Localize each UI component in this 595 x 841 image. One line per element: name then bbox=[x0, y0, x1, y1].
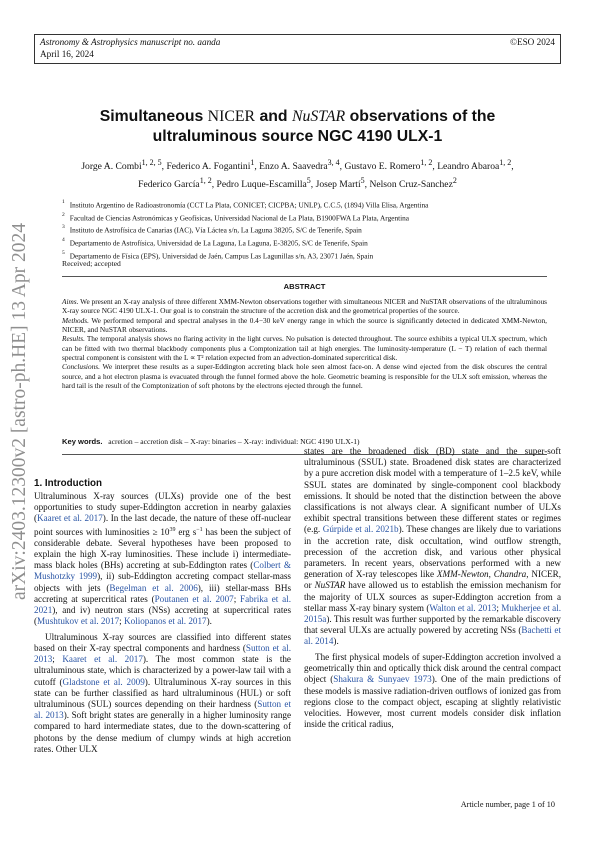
citation-link[interactable]: Kaaret et al. 2017 bbox=[62, 654, 143, 665]
title-text: and bbox=[255, 108, 292, 125]
affiliation-item: $^2$ Facultad de Ciencias Astronómicas y Geofísicas, Universidad Nacional de La Plata, B1900FWA La Plata, Argentina bbox=[62, 211, 410, 223]
citation-link[interactable]: Gúrpide et al. 2021b bbox=[322, 524, 399, 535]
citation-link[interactable]: Fabrika et al. 2021 bbox=[34, 593, 291, 616]
abstract-conclusions: Conclusions. We interpret these results as a super-Eddington accreting black hole seen almost face-on. A dense wind ejected from the disk obscures the central source, and a hot electron plasma is evacuated through the funnel formed above the hole. Geometric beaming is responsible for the ULX soft emission, whereas the hard tail is the result of the Comptonization of soft photons by the electrons ejected through the funnel. bbox=[62, 362, 547, 391]
abstract-heading: ABSTRACT bbox=[283, 282, 326, 291]
abstract-body bbox=[62, 297, 547, 390]
body-column-left bbox=[34, 491, 291, 759]
paper-title bbox=[60, 107, 535, 147]
author-list bbox=[34, 156, 561, 192]
citation-link[interactable]: Poutanen et al. 2007 bbox=[154, 593, 234, 604]
keywords-text: acretion – accretion disk – X-ray: binaries – X-ray: individual: NGC 4190 ULX-1) bbox=[108, 437, 360, 446]
abstract-aims: Aims. We present an X-ray analysis of three different XMM-Newton observations together with simultaneous NICER and NuSTAR observations of the ultraluminous X-ray source NGC 4190 ULX-1. Our goal is to constrain the structure of the accretion disk and the geometrical properties of the source. bbox=[62, 297, 547, 316]
paragraph: The first physical models of super-Eddington accretion involved a geometrically thin and optically thick disk around the central compact object (Shakura & Sunyaev 1973). One of the main predictions of these models is massive radiation-driven outflows of ionized gas from regions close to the compact object, escaping at slightly relativistic velocities. However, most current models consider disk inflation inside the critical radius, bbox=[304, 651, 561, 730]
abstract-methods: Methods. We performed temporal and spectral analyses in the 0.4−30 keV energy range in which the source is significantly detected in dedicated XMM-Newton, NICER, and NuSTAR observations. bbox=[62, 315, 547, 335]
citation-link[interactable]: Gladstone et al. 2009 bbox=[62, 676, 145, 687]
journal-name: Astronomy & Astrophysics manuscript no. aanda bbox=[40, 37, 221, 47]
keywords-label: Key words. bbox=[62, 437, 103, 446]
citation-link[interactable]: Sutton et al. 2013 bbox=[34, 699, 291, 721]
received-line: Received; accepted bbox=[62, 259, 121, 268]
title-text: NICER bbox=[207, 108, 256, 125]
affiliation-item: $^5$ Departamento de Física (EPS), Universidad de Jaén, Campus Las Lagunillas s/n, A3, 23071 Jaén, Spain bbox=[62, 249, 374, 260]
citation-link[interactable]: Walton et al. 2013 bbox=[429, 602, 497, 613]
citation-link[interactable]: Colbert & Mushotzky 1999 bbox=[34, 560, 291, 582]
authors-line-1: Jorge A. Combi$^{1, 2, 5}$, Federico A. Fogantini$^1$, Enzo A. Saavedra$^{3, 4}$, Gustavo E. Romero$^{1, 2}$, Leandro Abaroa$^{1, 2}$, bbox=[81, 158, 514, 173]
section-heading: 1. Introduction bbox=[34, 478, 103, 489]
body-column-right bbox=[304, 446, 561, 735]
citation-link[interactable]: Bachetti et al. 2014 bbox=[304, 625, 561, 647]
citation-link[interactable]: Kaaret et al. 2017 bbox=[37, 513, 103, 524]
citation-link[interactable]: Begelman et al. 2006 bbox=[109, 582, 198, 593]
title-text: observations of the bbox=[345, 108, 496, 125]
citation-link[interactable]: Mushtukov et al. 2017 bbox=[37, 616, 120, 627]
divider bbox=[62, 276, 547, 277]
abstract-results: Results. The temporal analysis shows no flaring activity in the light curves. No pulsation is detected throughout. The source exhibits a typical ULX spectrum, which can be fitted with two thermal blackbody components plus a Comptonization tail at high energies. The luminosity-temperature (L − T) relation of each thermal spectral component is consistent with the L ∝ T² relation expected from an advection-dominated supercritical disk. bbox=[62, 334, 547, 363]
citation-link[interactable]: Koliopanos et al. 2017 bbox=[124, 616, 207, 627]
affiliation-item: $^1$ Instituto Argentino de Radioastronomía (CCT La Plata, CONICET; CICPBA; UNLP), C.C.5, (1894) Villa Elisa, Argentina bbox=[62, 199, 429, 210]
citation-link[interactable]: Sutton et al. 2013 bbox=[34, 642, 291, 665]
title-text: NuSTAR bbox=[291, 108, 346, 125]
affiliation-list bbox=[62, 198, 428, 261]
manuscript-date: April 16, 2024 bbox=[40, 49, 94, 59]
paragraph: Ultraluminous X-ray sources are classified into different states based on their X-ray spectral components and hardness (Sutton et al. 2013; Kaaret et al. 2017). The most common state is the ultraluminous state, which is characterized by a power-law tail with a cutoff (Gladstone et al. 2009). Ultraluminous X-ray sources in this state can be further classified as hard ultraluminous (HUL) or soft ultraluminous (SUL) sources depending on their hardness (Sutton et al. 2013). Soft bright states are generally in a higher luminosity range compared to hard intermediate states, due to the down-scattering of photons by the dense medium of clumpy winds at high accretion rates. Other ULX bbox=[34, 631, 292, 754]
affiliation-item: $^3$ Instituto de Astrofísica de Canarias (IAC), Vía Láctea s/n, La Laguna 38205, S/C de Tenerife, Spain bbox=[62, 224, 362, 235]
paragraph: states are the broadened disk (BD) state and the super-soft ultraluminous (SSUL) state. Broadened disk states are characterized by a pure accretion disk model with a temperature of 1–2.5 keV, while SSUL states are dominated by single-component cool blackbody emissions. It should be noted that the distinction between the above classifications is not always clear. A significant number of ULXs exhibit spectral transitions between these different states or regimes (e.g. Gúrpide et al. 2021b). These changes are likely due to variations in the accretion rate, disk occultation, wind outflow strength, precession of the accretion disk, and various other physical parameters. In recent years, observations performed with a new generation of X-ray telescopes like XMM-Newton, Chandra, NICER, or NuSTAR have allowed us to establish the emission mechanism for the majority of ULX sources as super-Eddington accretion from a stellar mass X-ray binary system (Walton et al. 2013; Mukherjee et al. 2015a). This result was further supported by the remarkable discovery that several ULXs are actually powered by accreting NSs (Bachetti et al. 2014). bbox=[304, 446, 562, 647]
title-line-2: ultraluminous source NGC 4190 ULX-1 bbox=[152, 128, 443, 145]
keywords bbox=[62, 437, 360, 446]
page-footer: Article number, page 1 of 10 bbox=[460, 800, 555, 809]
authors-line-2: Federico García$^{1, 2}$, Pedro Luque-Escamilla$^5$, Josep Martí$^5$, Nelson Cruz-Sanchez$^2$ bbox=[138, 176, 457, 191]
arxiv-id: arXiv:2403.12300v2 [astro-ph.HE] 13 Apr 2024 bbox=[9, 223, 30, 600]
title-text: Simultaneous bbox=[99, 108, 208, 125]
citation-link[interactable]: Mukherjee et al. 2015a bbox=[304, 602, 561, 625]
citation-link[interactable]: Shakura & Sunyaev 1973 bbox=[333, 674, 432, 685]
paragraph: Ultraluminous X-ray sources (ULXs) provide one of the best opportunities to study super-Eddington accretion in nearby galaxies (Kaaret et al. 2017). In the last decade, the nature of these off-nuclear point sources with luminosities ≥ $10^{39}$ erg $s^{-1}$ has been the subject of considerable debate. Several hypotheses have been proposed to explain the high X-ray luminosities. These include i) intermediate-mass black holes (BHs) accreting at sub-Eddington rates (Colbert & Mushotzky 1999), ii) sub-Eddington accreting compact stellar-mass objects with jets (Begelman et al. 2006), iii) stellar-mass BHs accreting at supercritical rates (Poutanen et al. 2007; Fabrika et al. 2021), and iv) neutron stars (NSs) accreting at supercritical rates (Mushtukov et al. 2017; Koliopanos et al. 2017). bbox=[34, 491, 292, 627]
affiliation-item: $^4$ Departamento de Astrofísica, Universidad de La Laguna, La Laguna, E-38205, S/C de Tenerife, Spain bbox=[62, 236, 368, 248]
copyright-notice: ©ESO 2024 bbox=[509, 37, 555, 47]
